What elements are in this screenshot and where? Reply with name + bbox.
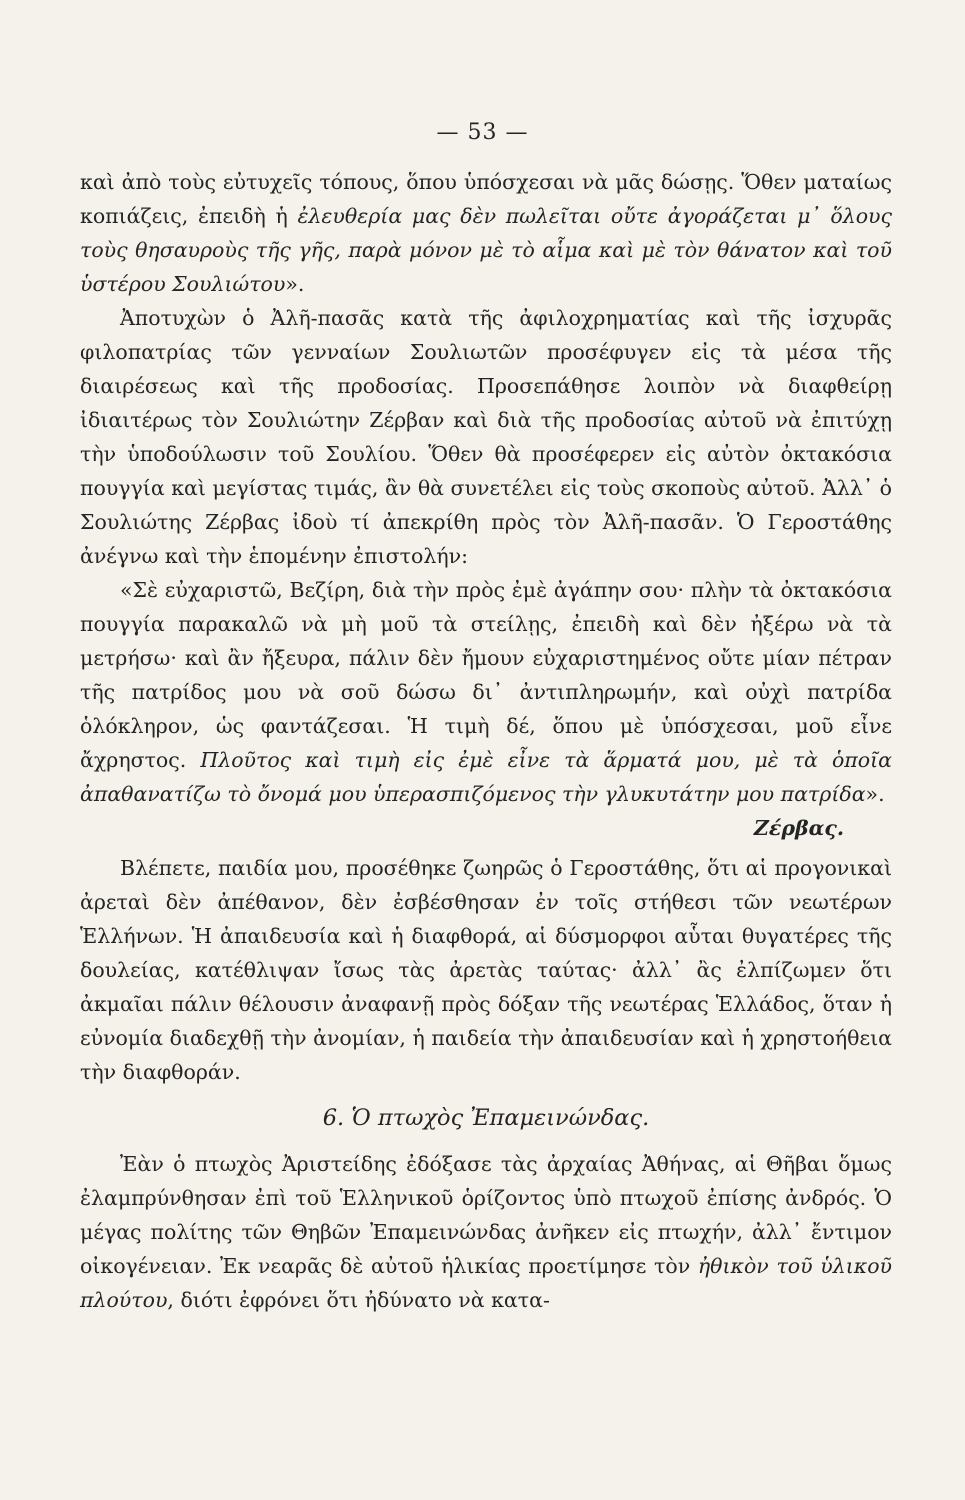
paragraph-1-end: ».: [285, 272, 305, 296]
letter-end: ».: [865, 782, 885, 806]
paragraph-4-text: Ἐὰν ὁ πτωχὸς Ἀριστείδης ἐδόξασε τὰς ἀρχαίας Ἀθήνας, αἱ Θῆβαι ὅμως ἐλαμπρύνθησαν ἐπὶ τοῦ Ἑλληνικοῦ ὁρίζοντος ὑπὸ πτωχοῦ ἐπίσης ἀνδρός. Ὁ μέγας πολίτης τῶν Θηβῶν Ἐπαμεινώνδας ἀνῆκεν εἰς πτωχήν, ἀλλ᾽ ἔντιμον οἰκογένειαν. Ἐκ νεαρᾶς δὲ αὐτοῦ ἡλικίας προετίμησε τὸν: [80, 1152, 892, 1278]
paragraph-4-italic: ἠθικὸν τοῦ ὑλικοῦ πλούτου: [80, 1254, 893, 1312]
paragraph-ali-pasha: Ἀποτυχὼν ὁ Ἀλῆ-πασᾶς κατὰ τῆς ἀφιλοχρηματίας καὶ τῆς ἰσχυρᾶς φιλοπατρίας τῶν γενναίων Σουλιωτῶν προσέφυγεν εἰς τὰ μέσα τῆς διαιρέσεως καὶ τῆς προδοσίας. Προσεπάθησε λοιπὸν νὰ διαφθείρῃ ἰδιαιτέρως τὸν Σουλιώτην Ζέρβαν καὶ διὰ τῆς προδοσίας αὐτοῦ νὰ ἐπιτύχῃ τὴν ὑποδούλωσιν τοῦ Σουλίου. Ὅθεν θὰ προσέφερεν εἰς αὐτὸν ὀκτακόσια πουγγία καὶ μεγίστας τιμάς, ἂν θὰ συνετέλει εἰς τοὺς σκοποὺς αὐτοῦ. Ἀλλ᾽ ὁ Σουλιώτης Ζέρβας ἰδοὺ τί ἀπεκρίθη πρὸς τὸν Ἀλῆ-πασᾶν. Ὁ Γεροστάθης ἀνέγνω καὶ τὴν ἑπομένην ἐπιστολήν:: [80, 306, 892, 568]
paragraph-1-italic: ἐλευθερία μας δὲν πωλεῖται οὔτε ἀγοράζεται μ᾽ ὅλους τοὺς θησαυροὺς τῆς γῆς, παρὰ μόνον μὲ τὸ αἷμα καὶ μὲ τὸν θάνατον καὶ τοῦ ὑστέρου Σουλιώτου: [80, 204, 892, 296]
paragraph-continuation: [80, 165, 892, 301]
body-text: [80, 165, 892, 1317]
section-heading: 6. Ὁ πτωχὸς Ἐπαμεινώνδας.: [322, 1105, 650, 1131]
letter-paragraph: [80, 573, 892, 811]
paragraph-1-text: καὶ ἀπὸ τοὺς εὐτυχεῖς τόπους, ὅπου ὑπόσχεσαι νὰ μᾶς δώσῃς. Ὅθεν ματαίως κοπιάζεις, ἐπειδὴ ἡ: [80, 170, 892, 228]
letter-italic: Πλοῦτος καὶ τιμὴ εἰς ἐμὲ εἶνε τὰ ἅρματά μου, μὲ τὰ ὁποῖα ἀπαθανατίζω τὸ ὄνομά μου ὑπερασπιζόμενος τὴν γλυκυτάτην μου πατρίδα: [80, 748, 892, 806]
paragraph-epaminondas: [80, 1147, 892, 1317]
signature: Ζέρβας.: [753, 816, 844, 840]
page-number: — 53 —: [436, 120, 529, 145]
letter-text: «Σὲ εὐχαριστῶ, Βεζίρη, διὰ τὴν πρὸς ἐμὲ ἀγάπην σου· πλὴν τὰ ὀκτακόσια πουγγία παρακαλῶ νὰ μὴ μοῦ τὰ στείλῃς, ἐπειδὴ καὶ δὲν ἠξέρω νὰ τὰ μετρήσω· καὶ ἂν ἤξευρα, πάλιν δὲν ἤμουν εὐχαριστημένος οὔτε μίαν πέτραν τῆς πατρίδος μου νὰ σοῦ δώσω δι᾽ ἀντιπληρωμήν, καὶ οὐχὶ πατρίδα ὁλόκληρον, ὡς φαντάζεσαι. Ἡ τιμὴ δέ, ὅπου μὲ ὑπόσχεσαι, μοῦ εἶνε ἄχρηστος.: [80, 578, 892, 772]
paragraph-gerostathis: Βλέπετε, παιδία μου, προσέθηκε ζωηρῶς ὁ Γεροστάθης, ὅτι αἱ προγονικαὶ ἀρεταὶ δὲν ἀπέθανον, δὲν ἐσβέσθησαν ἐν τοῖς στήθεσι τῶν νεωτέρων Ἑλλήνων. Ἡ ἀπαιδευσία καὶ ἡ διαφθορά, αἱ δύσμορφοι αὗται θυγατέρες τῆς δουλείας, κατέθλιψαν ἴσως τὰς ἀρετὰς ταύτας· ἀλλ᾽ ἂς ἐλπίζωμεν ὅτι ἀκμαῖαι πάλιν θέλουσιν ἀναφανῇ πρὸς δόξαν τῆς νεωτέρας Ἑλλάδος, ὅταν ἡ εὐνομία διαδεχθῇ τὴν ἀνομίαν, ἡ παιδεία τὴν ἀπαιδευσίαν καὶ ἡ χρηστοήθεια τὴν διαφθοράν.: [80, 856, 892, 1084]
paragraph-4-end: , διότι ἐφρόνει ὅτι ἠδύνατο νὰ κατα-: [167, 1288, 550, 1312]
